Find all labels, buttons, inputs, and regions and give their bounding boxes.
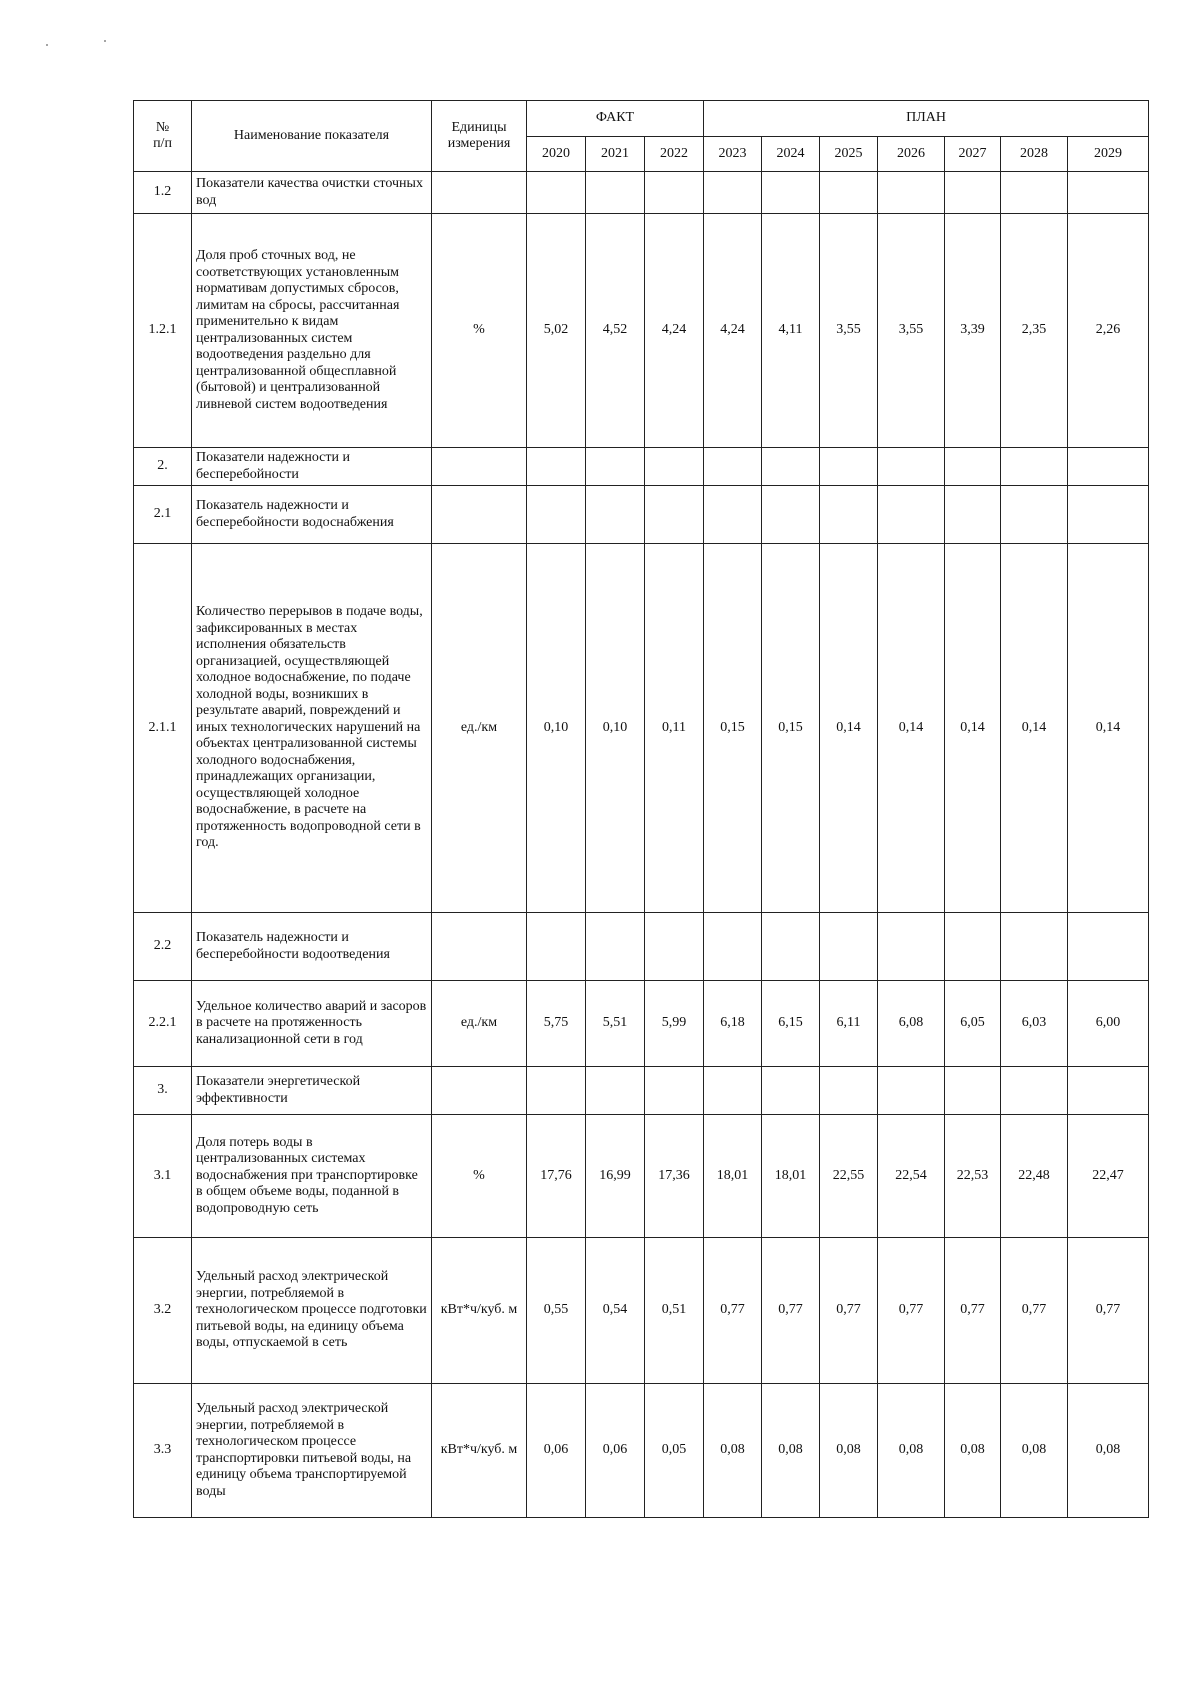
unit-cell (432, 913, 527, 981)
value-cell (527, 913, 586, 981)
value-cell (945, 448, 1001, 486)
value-cell: 0,14 (1001, 544, 1068, 913)
value-cell (762, 172, 820, 214)
value-cell (945, 172, 1001, 214)
value-cell: 0,77 (762, 1238, 820, 1384)
value-cell: 6,18 (704, 981, 762, 1067)
value-cell (945, 913, 1001, 981)
indicator-name: Показатель надежности и бесперебойности водоотведения (192, 913, 432, 981)
indicator-name: Количество перерывов в подаче воды, зафиксированных в местах исполнения обязательств организацией, осуществляющей холодное водоснабжение, по подаче холодной воды, возникших в результате аварий, повреждений и иных технологических нарушений на объектах централизованной системы холодного водоснабжения, принадлежащих организации, осуществляющей холодное водоснабжение, в расчете на протяженность водопроводной сети в год. (192, 544, 432, 913)
value-cell: 0,10 (527, 544, 586, 913)
indicators-table (133, 100, 1149, 1518)
value-cell (762, 486, 820, 544)
value-cell: 4,11 (762, 214, 820, 448)
value-cell (1068, 1067, 1149, 1115)
value-cell: 2,35 (1001, 214, 1068, 448)
indicator-name: Удельный расход электрической энергии, потребляемой в технологическом процессе подготовки питьевой воды, на единицу объема воды, отпускаемой в сеть (192, 1238, 432, 1384)
unit-cell: % (432, 1115, 527, 1238)
header-name: Наименование показателя (192, 101, 432, 172)
value-cell (1001, 1067, 1068, 1115)
value-cell: 0,15 (762, 544, 820, 913)
value-cell (762, 1067, 820, 1115)
value-cell: 0,08 (704, 1384, 762, 1518)
unit-cell (432, 172, 527, 214)
value-cell (704, 486, 762, 544)
scan-speck (46, 44, 48, 46)
value-cell (820, 1067, 878, 1115)
value-cell: 0,77 (820, 1238, 878, 1384)
value-cell: 6,00 (1068, 981, 1149, 1067)
value-cell (704, 913, 762, 981)
unit-cell: ед./км (432, 544, 527, 913)
header-year: 2028 (1001, 137, 1068, 172)
header-year: 2024 (762, 137, 820, 172)
value-cell: 0,55 (527, 1238, 586, 1384)
indicator-name: Показатель надежности и бесперебойности водоснабжения (192, 486, 432, 544)
indicator-name: Показатели энергетической эффективности (192, 1067, 432, 1115)
value-cell (704, 172, 762, 214)
value-cell (527, 486, 586, 544)
header-year: 2023 (704, 137, 762, 172)
header-year: 2025 (820, 137, 878, 172)
value-cell (645, 486, 704, 544)
value-cell: 5,75 (527, 981, 586, 1067)
value-cell: 0,08 (878, 1384, 945, 1518)
header-plan: ПЛАН (704, 101, 1149, 137)
value-cell: 22,53 (945, 1115, 1001, 1238)
row-number: 3.2 (134, 1238, 192, 1384)
value-cell: 0,15 (704, 544, 762, 913)
value-cell: 22,55 (820, 1115, 878, 1238)
value-cell (527, 172, 586, 214)
value-cell: 0,14 (878, 544, 945, 913)
value-cell (820, 448, 878, 486)
value-cell: 6,08 (878, 981, 945, 1067)
value-cell (645, 1067, 704, 1115)
value-cell: 0,77 (945, 1238, 1001, 1384)
row-number: 2. (134, 448, 192, 486)
value-cell: 0,54 (586, 1238, 645, 1384)
value-cell (762, 448, 820, 486)
value-cell: 22,47 (1068, 1115, 1149, 1238)
value-cell: 0,77 (704, 1238, 762, 1384)
indicator-name: Удельное количество аварий и засоров в расчете на протяженность канализационной сети в год (192, 981, 432, 1067)
value-cell: 0,14 (1068, 544, 1149, 913)
indicator-name: Доля потерь воды в централизованных системах водоснабжения при транспортировке в общем объеме воды, поданной в водопроводную сеть (192, 1115, 432, 1238)
header-year: 2022 (645, 137, 704, 172)
value-cell (645, 913, 704, 981)
value-cell (820, 913, 878, 981)
value-cell: 4,52 (586, 214, 645, 448)
unit-cell: % (432, 214, 527, 448)
value-cell: 0,77 (1001, 1238, 1068, 1384)
header-year: 2027 (945, 137, 1001, 172)
value-cell: 18,01 (704, 1115, 762, 1238)
value-cell: 2,26 (1068, 214, 1149, 448)
value-cell (645, 172, 704, 214)
value-cell: 0,08 (945, 1384, 1001, 1518)
value-cell (820, 486, 878, 544)
value-cell: 0,51 (645, 1238, 704, 1384)
value-cell: 3,55 (820, 214, 878, 448)
value-cell: 5,02 (527, 214, 586, 448)
table-row (134, 1384, 1149, 1518)
value-cell (527, 448, 586, 486)
table-row (134, 486, 1149, 544)
row-number: 2.1.1 (134, 544, 192, 913)
table-row (134, 214, 1149, 448)
value-cell (1068, 913, 1149, 981)
value-cell (527, 1067, 586, 1115)
value-cell: 22,54 (878, 1115, 945, 1238)
value-cell: 0,08 (820, 1384, 878, 1518)
value-cell (645, 448, 704, 486)
indicator-name: Доля проб сточных вод, не соответствующих установленным нормативам допустимых сбросов, лимитам на сбросы, рассчитанная применительно к видам централизованных систем водоотведения раздельно для централизованной общесплавной (бытовой) и централизованной ливневой систем водоотведения (192, 214, 432, 448)
value-cell (762, 913, 820, 981)
table-row (134, 448, 1149, 486)
value-cell (586, 1067, 645, 1115)
header-year: 2021 (586, 137, 645, 172)
table-row (134, 1067, 1149, 1115)
scan-speck (104, 40, 106, 42)
value-cell: 0,06 (527, 1384, 586, 1518)
header-fact: ФАКТ (527, 101, 704, 137)
table-row (134, 172, 1149, 214)
value-cell: 0,14 (945, 544, 1001, 913)
value-cell: 6,15 (762, 981, 820, 1067)
unit-cell: кВт*ч/куб. м (432, 1384, 527, 1518)
value-cell: 18,01 (762, 1115, 820, 1238)
value-cell: 3,55 (878, 214, 945, 448)
value-cell (945, 486, 1001, 544)
value-cell (586, 172, 645, 214)
value-cell: 5,99 (645, 981, 704, 1067)
row-number: 3.1 (134, 1115, 192, 1238)
value-cell (945, 1067, 1001, 1115)
value-cell: 3,39 (945, 214, 1001, 448)
value-cell: 17,36 (645, 1115, 704, 1238)
value-cell: 0,77 (878, 1238, 945, 1384)
value-cell: 4,24 (645, 214, 704, 448)
table-body (134, 172, 1149, 1518)
value-cell (878, 448, 945, 486)
header-unit: Единицы измерения (432, 101, 527, 172)
value-cell: 0,10 (586, 544, 645, 913)
indicator-name: Удельный расход электрической энергии, потребляемой в технологическом процессе транспортировки питьевой воды, на единицу объема транспортируемой воды (192, 1384, 432, 1518)
value-cell: 0,08 (762, 1384, 820, 1518)
row-number: 3.3 (134, 1384, 192, 1518)
value-cell (878, 172, 945, 214)
value-cell (878, 486, 945, 544)
value-cell (704, 448, 762, 486)
value-cell: 16,99 (586, 1115, 645, 1238)
unit-cell: ед./км (432, 981, 527, 1067)
value-cell (820, 172, 878, 214)
value-cell (1001, 448, 1068, 486)
row-number: 2.1 (134, 486, 192, 544)
value-cell (586, 913, 645, 981)
table-row (134, 981, 1149, 1067)
value-cell (1068, 448, 1149, 486)
value-cell (1001, 486, 1068, 544)
value-cell (586, 448, 645, 486)
value-cell: 0,08 (1068, 1384, 1149, 1518)
unit-cell (432, 486, 527, 544)
unit-cell (432, 1067, 527, 1115)
value-cell (878, 913, 945, 981)
row-number: 3. (134, 1067, 192, 1115)
value-cell (1068, 172, 1149, 214)
header-year: 2020 (527, 137, 586, 172)
indicator-name: Показатели качества очистки сточных вод (192, 172, 432, 214)
value-cell: 0,77 (1068, 1238, 1149, 1384)
header-year: 2026 (878, 137, 945, 172)
table-row (134, 1238, 1149, 1384)
value-cell (586, 486, 645, 544)
unit-cell (432, 448, 527, 486)
value-cell: 6,03 (1001, 981, 1068, 1067)
value-cell: 22,48 (1001, 1115, 1068, 1238)
value-cell (1001, 913, 1068, 981)
value-cell: 0,06 (586, 1384, 645, 1518)
value-cell (878, 1067, 945, 1115)
header-num: № п/п (134, 101, 192, 172)
row-number: 1.2 (134, 172, 192, 214)
header-year: 2029 (1068, 137, 1149, 172)
table-row (134, 1115, 1149, 1238)
row-number: 1.2.1 (134, 214, 192, 448)
value-cell: 5,51 (586, 981, 645, 1067)
table-row (134, 913, 1149, 981)
value-cell: 0,08 (1001, 1384, 1068, 1518)
value-cell: 17,76 (527, 1115, 586, 1238)
value-cell: 0,14 (820, 544, 878, 913)
unit-cell: кВт*ч/куб. м (432, 1238, 527, 1384)
value-cell (704, 1067, 762, 1115)
value-cell: 6,05 (945, 981, 1001, 1067)
value-cell: 4,24 (704, 214, 762, 448)
table-row (134, 544, 1149, 913)
value-cell: 0,05 (645, 1384, 704, 1518)
value-cell (1001, 172, 1068, 214)
row-number: 2.2 (134, 913, 192, 981)
row-number: 2.2.1 (134, 981, 192, 1067)
value-cell: 0,11 (645, 544, 704, 913)
indicator-name: Показатели надежности и бесперебойности (192, 448, 432, 486)
value-cell: 6,11 (820, 981, 878, 1067)
value-cell (1068, 486, 1149, 544)
